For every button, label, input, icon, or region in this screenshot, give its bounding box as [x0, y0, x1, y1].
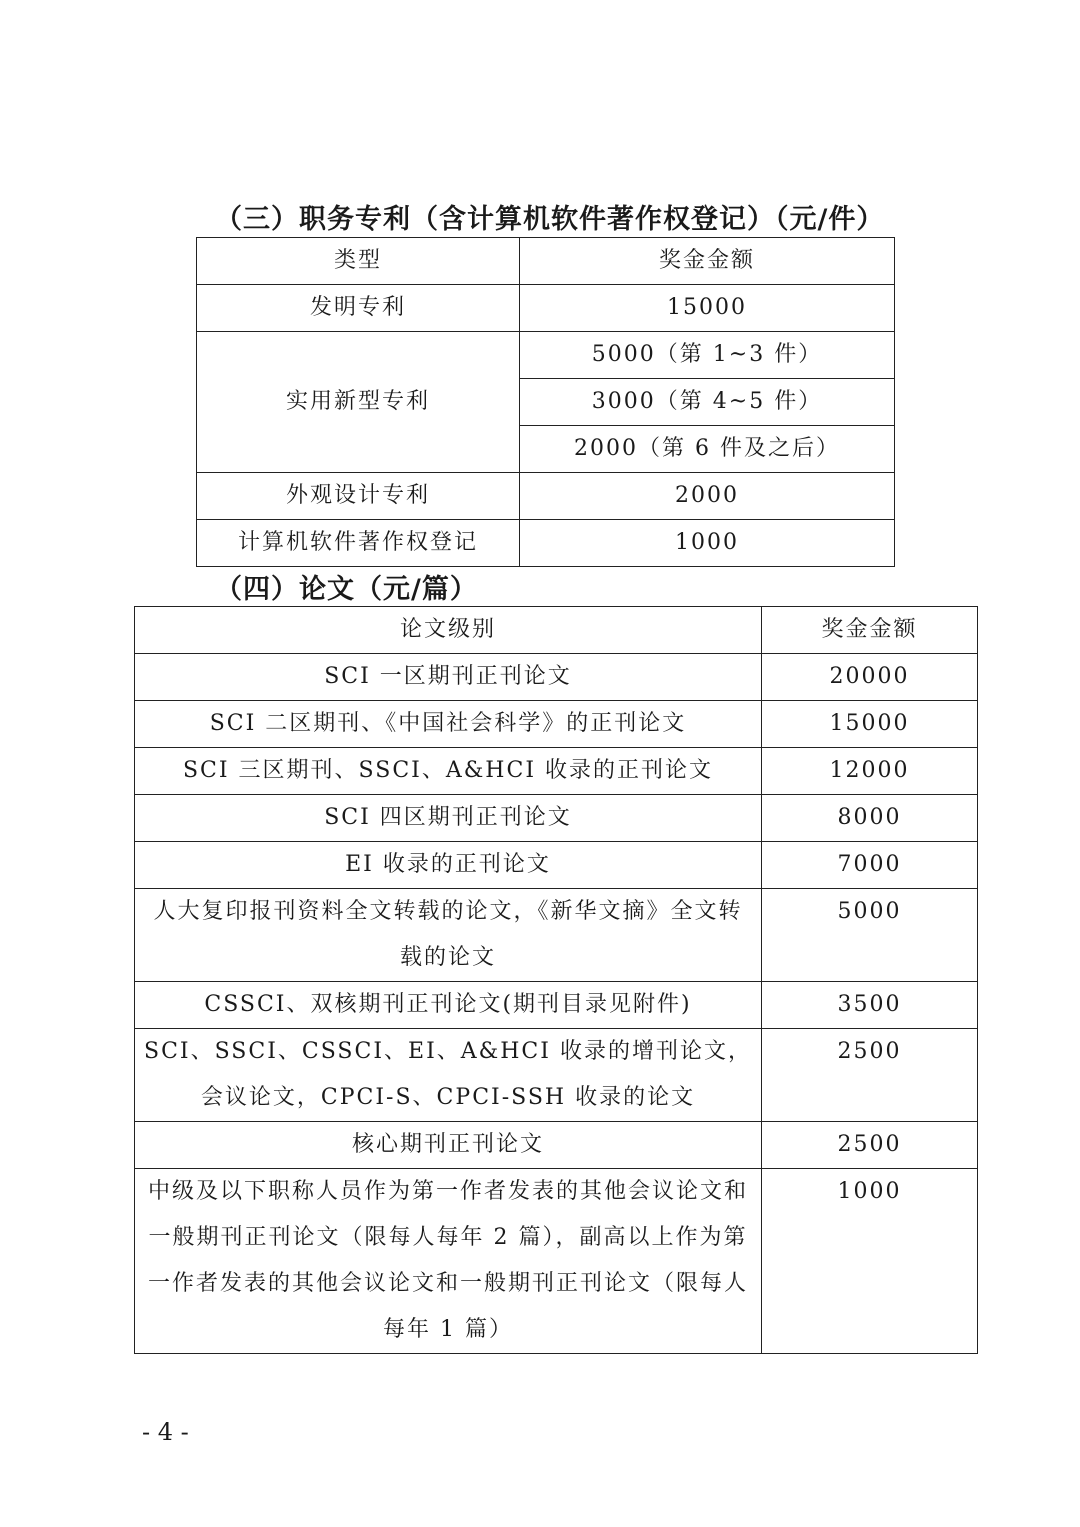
- table-header-row: [197, 238, 895, 285]
- paper-amount-cell: 1000: [762, 1169, 978, 1354]
- table-row: [135, 748, 978, 795]
- table-row: [197, 520, 895, 567]
- table-row: [135, 654, 978, 701]
- column-header-level: 论文级别: [135, 607, 762, 654]
- patent-amount-cell: 15000: [520, 285, 895, 332]
- paper-level-cell: SCI、SSCI、CSSCI、EI、A&HCI 收录的增刊论文，会议论文，CPCI-S、CPCI-SSH 收录的论文: [135, 1029, 762, 1122]
- table-row: [135, 701, 978, 748]
- paper-amount-cell: 2500: [762, 1122, 978, 1169]
- column-header-type: 类型: [197, 238, 520, 285]
- page-number: - 4 -: [142, 1418, 189, 1446]
- patent-amount-cell: 2000（第 6 件及之后）: [520, 426, 895, 473]
- paper-amount-cell: 3500: [762, 982, 978, 1029]
- paper-level-cell: SCI 二区期刊、《中国社会科学》的正刊论文: [135, 701, 762, 748]
- table-row: [135, 1122, 978, 1169]
- column-header-amount: 奖金金额: [520, 238, 895, 285]
- paper-level-cell: EI 收录的正刊论文: [135, 842, 762, 889]
- table-row: [135, 842, 978, 889]
- patent-type-cell: 实用新型专利: [197, 332, 520, 473]
- patent-type-cell: 计算机软件著作权登记: [197, 520, 520, 567]
- table-row: [197, 332, 895, 379]
- paper-section-title: （四）论文（元/篇）: [215, 574, 478, 605]
- paper-level-cell: CSSCI、双核期刊正刊论文(期刊目录见附件): [135, 982, 762, 1029]
- patent-type-cell: 外观设计专利: [197, 473, 520, 520]
- paper-level-cell: 人大复印报刊资料全文转载的论文，《新华文摘》全文转载的论文: [135, 889, 762, 982]
- paper-amount-cell: 2500: [762, 1029, 978, 1122]
- paper-amount-cell: 8000: [762, 795, 978, 842]
- paper-level-cell: 核心期刊正刊论文: [135, 1122, 762, 1169]
- column-header-amount: 奖金金额: [762, 607, 978, 654]
- table-row: [197, 285, 895, 332]
- paper-level-cell: 中级及以下职称人员作为第一作者发表的其他会议论文和一般期刊正刊论文（限每人每年 2 篇），副高以上作为第一作者发表的其他会议论文和一般期刊正刊论文（限每人每年 1 篇）: [135, 1169, 762, 1354]
- paper-table: [134, 606, 978, 1354]
- paper-amount-cell: 12000: [762, 748, 978, 795]
- table-row: [135, 1029, 978, 1122]
- paper-amount-cell: 20000: [762, 654, 978, 701]
- patent-section-title: （三）职务专利（含计算机软件著作权登记）（元/件）: [215, 204, 885, 235]
- table-header-row: [135, 607, 978, 654]
- table-row: [135, 889, 978, 982]
- paper-amount-cell: 15000: [762, 701, 978, 748]
- paper-level-cell: SCI 一区期刊正刊论文: [135, 654, 762, 701]
- patent-amount-cell: 2000: [520, 473, 895, 520]
- patent-amount-cell: 5000（第 1~3 件）: [520, 332, 895, 379]
- patent-amount-cell: 1000: [520, 520, 895, 567]
- paper-level-cell: SCI 三区期刊、SSCI、A&HCI 收录的正刊论文: [135, 748, 762, 795]
- table-row: [197, 473, 895, 520]
- table-row: [135, 1169, 978, 1354]
- patent-table: [196, 237, 895, 567]
- paper-amount-cell: 5000: [762, 889, 978, 982]
- table-row: [135, 795, 978, 842]
- paper-amount-cell: 7000: [762, 842, 978, 889]
- patent-amount-cell: 3000（第 4~5 件）: [520, 379, 895, 426]
- table-row: [135, 982, 978, 1029]
- paper-level-cell: SCI 四区期刊正刊论文: [135, 795, 762, 842]
- patent-type-cell: 发明专利: [197, 285, 520, 332]
